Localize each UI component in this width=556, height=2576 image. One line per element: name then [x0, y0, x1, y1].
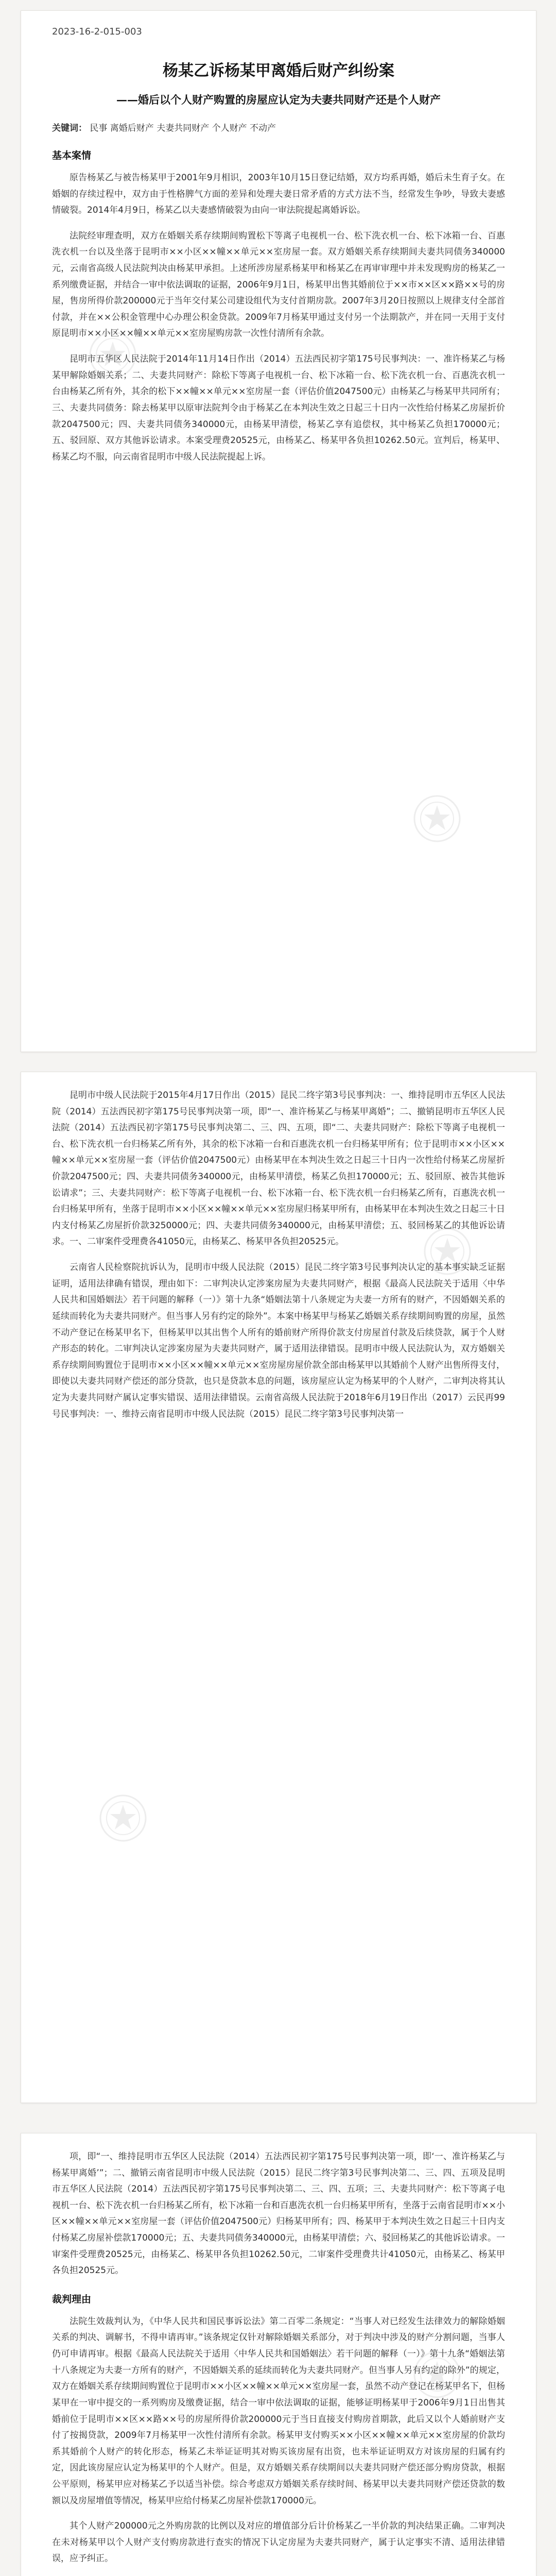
paragraph: 昆明市五华区人民法院于2014年11月14日作出（2014）五法西民初字第175号民事判决：一、准许杨某乙与杨某甲解除婚姻关系；二、夫妻共同财产：除松下等离子电视机一台、松下冰箱一台、松下洗衣机一台、百惠洗衣机一台由杨某乙所有外，其余的松下××幢××单元××室房屋一套（评估价值2047500元）由杨某乙与杨某甲共同所有；三、夫妻共同债务：除去杨某甲以原审法院判令由于杨某乙在本判决生效之日起三十日内一次性给付杨某乙房屋折价款2047500元；四、夫妻共同债务340000元，由杨某甲清偿，杨某乙享有追偿权，其中杨某乙负担170000元；五、驳回原、双方其他诉讼请求。本案受理费20525元，由杨某乙、杨某甲各负担10262.50元。宣判后，杨某甲、杨某乙均不服，向云南省昆明市中级人民法院提起上诉。: [52, 354, 505, 462]
paragraph: 原告杨某乙与被告杨某甲于2001年9月相识，2003年10月15日登记结婚，双方均系再婚，婚后未生育子女。在婚姻的存续过程中，双方由于性格脾气方面的差异和处理夫妻日常矛盾的方式方法不当，经常发生争吵，导致夫妻感情破裂。2014年4月9日，杨某乙以夫妻感情破裂为由向一审法院提起离婚诉讼。: [52, 173, 505, 216]
paragraph: 昆明市中级人民法院于2015年4月17日作出（2015）昆民二终字第3号民事判决：一、维持昆明市五华区人民法院（2014）五法西民初字第175号民事判决第一项，即“一、准许杨某乙与杨某甲离婚”；二、撤销昆明市五华区人民法院（2014）五法西民初字第175号民事判决第二、三、四、五项，即“二、夫妻共同财产：除松下等离子电视机一台、松下洗衣机一台归杨某乙所有外，其余的松下冰箱一台和百惠洗衣机一台归杨某甲所有；位于昆明市××小区××幢××单元××室房屋一套（评估价值2047500元）由杨某甲在本判决生效之日起三十日内一次性给付杨某乙房屋折价款2047500元；四、夫妻共同债务340000元，由杨某甲清偿，杨某乙负担170000元；五、驳回原、被告其他诉讼请求”；三、夫妻共同财产：松下等离子电视机一台、松下冰箱一台、松下洗衣机一台归杨某乙所有，百惠洗衣机一台归杨某甲所有，坐落于昆明市××小区××幢××单元××室房屋归杨某甲所有，由杨某甲在本判决生效之日起三十日内支付杨某乙房屋折价款3250000元；四、夫妻共同债务340000元，由杨某甲清偿；五、驳回杨某乙的其他诉讼请求。一、二审案件受理费各41050元，由杨某乙、杨某甲各负担20525元。: [52, 1090, 505, 1247]
page-1-content: [21, 11, 536, 485]
keywords-row: [52, 121, 505, 133]
watermark-seal-icon: [412, 794, 462, 843]
keywords-label: 关键词：: [52, 123, 87, 133]
paragraph: 项，即“一、维持昆明市五华区人民法院（2014）五法西民初字第175号民事判决第一项，即‘一、准许杨某乙与杨某甲离婚’”；二、撤销云南省昆明市中级人民法院（2015）昆民二终字第3号民事判决第二、三、四、五项及昆明市五华区人民法院（2014）五法西民初字第175号民事判决第二、三、四、五项；三、夫妻共同财产：松下等离子电视机一台、松下洗衣机一台归杨某乙所有，松下冰箱一台和百惠洗衣机一台归杨某甲所有，坐落于云南省昆明市××小区××幢××单元××室房屋一套（评估价值2047500元）归杨某甲所有；四、杨某甲于本判决生效之日起三十日内支付杨某乙房屋补偿款170000元；五、夫妻共同债务340000元，由杨某甲清偿；六、驳回杨某乙的其他诉讼请求。一审案件受理费20525元，由杨某乙、杨某甲各负担10262.50元，二审案件受理费共计41050元，由杨某乙、杨某甲各负担20525元。: [52, 2151, 505, 2276]
watermark-seal-icon: [98, 1793, 148, 1843]
document-title: 杨某乙诉杨某甲离婚后财产纠纷案: [163, 62, 394, 80]
paragraph: 法院生效裁判认为，《中华人民共和国民事诉讼法》第二百零二条规定：“当事人对已经发生法律效力的解除婚姻关系的判决、调解书，不得申请再审。”该条规定仅针对解除婚姻关系部分，对于判决中涉及的财产分割问题，当事人仍可申请再审。根据《最高人民法院关于适用〈中华人民共和国婚姻法〉若干问题的解释（一）》第十九条“婚姻法第十八条规定为夫妻一方所有的财产，不因婚姻关系的延续而转化为夫妻共同财产。但当事人另有约定的除外”的规定，双方在婚姻关系存续期间购置位于昆明市××小区××幢××单元××室房屋一套，虽然不动产登记在杨某甲名下，但杨某甲在一审中提交的一系列购房及缴费证据，结合一审中依法调取的证据，能够证明杨某甲于2006年9月1日出售其婚前位于昆明市××区××路××号的房屋所得价款200000元于当日直接支付购房首期款，此后又以个人婚前财产支付了按揭贷款，2009年7月杨某甲一次性付清所有余款。杨某甲支付购买××小区××幢××单元××室房屋的价款均系其婚前个人财产的转化形态，杨某乙未举证证明其对购买该房屋有出资，也未举证证明双方对该房屋的归属有约定，因此该房屋应认定为杨某甲的个人财产。但是，双方婚姻关系存续期间以夫妻共同财产偿还部分购房贷款，根据公平原则，杨某甲应对杨某乙予以适当补偿。综合考虑双方婚姻关系存续时间、杨某甲以夫妻共同财产偿还贷款的数额以及房屋增值等情况，杨某甲应给付杨某乙房屋补偿款170000元。: [52, 2316, 505, 2506]
document-page-3: [21, 2133, 536, 2576]
page-3-content: [21, 2133, 536, 2576]
document-page-2: [21, 1072, 536, 2103]
paragraph: 云南省人民检察院抗诉认为，昆明市中级人民法院（2015）昆民二终字第3号民事判决认定的基本事实缺乏证据证明，适用法律确有错误，理由如下：二审判决认定涉案房屋为夫妻共同财产，根据《最高人民法院关于适用〈中华人民共和国婚姻法〉若干问题的解释（一）》第十九条“婚姻法第十八条规定为夫妻一方所有的财产，不因婚姻关系的延续而转化为夫妻共同财产。但当事人另有约定的除外”。本案中杨某甲与杨某乙婚姻关系存续期间购置的房屋，虽然不动产登记在杨某甲名下，但杨某甲以其出售个人所有的婚前财产所得价款支付房屋首付款及后续贷款，属于个人财产形态的转化。二审判决认定涉案房屋为夫妻共同财产，属于适用法律错误。昆明市中级人民法院认为，双方婚姻关系存续期间购置位于昆明市××小区××幢××单元××室房屋房屋价款全部由杨某甲以其婚前个人财产出售所得支付，即使以夫妻共同财产偿还的部分贷款，也只是贷款本息的问题，该房屋应认定为杨某甲的个人财产，二审判决将其认定为夫妻共同财产属认定事实错误、适用法律错误。云南省高级人民法院于2018年6月19日作出（2017）云民再99号民事判决：一、维持云南省昆明市中级人民法院（2015）昆民二终字第3号民事判决第一: [52, 1262, 505, 1419]
keywords-value: 民事 离婚后财产 夫妻共同财产 个人财产 不动产: [90, 123, 276, 133]
case-id: 2023-16-2-015-003: [52, 26, 142, 37]
section-basic-facts: 基本案情: [52, 150, 92, 161]
document-subtitle: ——婚后以个人财产购置的房屋应认定为夫妻共同财产还是个人财产: [116, 93, 441, 106]
paragraph: 其个人财产200000元之外购房款的比例以及对应的增值部分后计价杨某乙一半价款的判决结果正确。二审判决在未对杨某甲以个人财产支付购房款进行查实的情况下认定房屋为夫妻共同财产，属于认定事实不清、适用法律错误，应予纠正。: [52, 2521, 505, 2564]
document-page-1: [21, 10, 536, 1052]
paragraph: 法院经审理查明，双方在婚姻关系存续期间购置松下等离子电视机一台、松下洗衣机一台、松下冰箱一台、百惠洗衣机一台以及坐落于昆明市××小区××幢××单元××室房屋一套。双方婚姻关系存续期间夫妻共同债务340000元，云南省高级人民法院判决由杨某甲承担。上述所涉房屋系杨某甲和杨某乙在再审审理中并未发现购房的杨某乙一系列缴费证据，并结合一审中依法调取的证据，2006年9月1日，杨某甲出售其婚前位于××市××区××路××号的房屋，售房所得价款200000元于当年交付某公司建设组代为支付首期房款。2007年3月20日按照以上规律支付全部首付款，并在××公积金管理中心办理公积金贷款。2009年7月杨某甲通过支付另一个法期款产，并在同一天用于支付原昆明市××小区××幢××单元××室房屋购房款一次性付清所有余款。: [52, 230, 505, 339]
section-judgment-reasons: 裁判理由: [52, 2293, 92, 2305]
page-2-content: [21, 1072, 536, 1442]
